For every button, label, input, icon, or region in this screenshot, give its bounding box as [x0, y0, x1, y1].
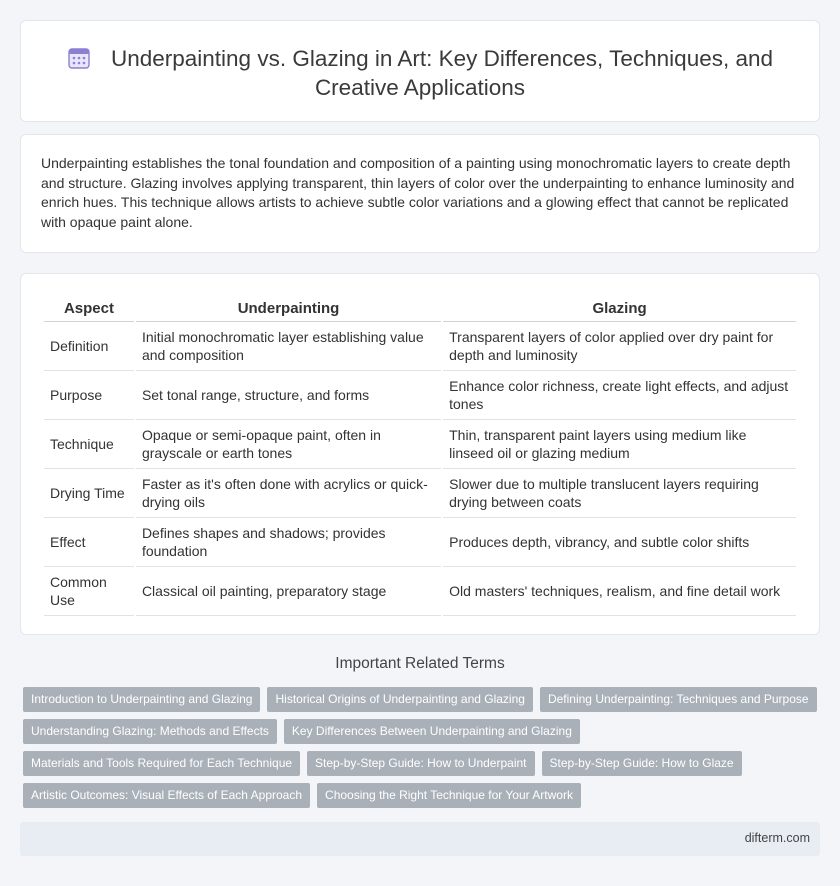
title-line-2: Creative Applications: [314, 75, 526, 100]
tag-row: [23, 719, 823, 744]
header-aspect: Aspect: [44, 295, 134, 322]
cell-aspect: Technique: [44, 420, 134, 469]
table-row: [44, 322, 796, 371]
related-term-tag[interactable]: Artistic Outcomes: Visual Effects of Each Approach: [23, 783, 310, 808]
calendar-icon: [67, 46, 91, 70]
comparison-table: [42, 295, 798, 616]
table-row: [44, 567, 796, 616]
related-term-tag[interactable]: Understanding Glazing: Methods and Effects: [23, 719, 277, 744]
cell-underpainting: Opaque or semi-opaque paint, often in grayscale or earth tones: [136, 420, 441, 469]
related-terms-heading: Important Related Terms: [335, 655, 505, 672]
cell-glazing: Enhance color richness, create light effects, and adjust tones: [443, 371, 796, 420]
intro-card: [20, 134, 820, 253]
related-term-tag[interactable]: Defining Underpainting: Techniques and Purpose: [540, 687, 817, 712]
tag-row: [23, 751, 823, 776]
comparison-table-card: [20, 273, 820, 635]
table-row: [44, 469, 796, 518]
cell-glazing: Slower due to multiple translucent layers requiring drying between coats: [443, 469, 796, 518]
related-term-tag[interactable]: Materials and Tools Required for Each Technique: [23, 751, 300, 776]
tag-row: [23, 783, 823, 808]
cell-underpainting: Faster as it's often done with acrylics or quick-drying oils: [136, 469, 441, 518]
related-term-tag[interactable]: Step-by-Step Guide: How to Glaze: [542, 751, 742, 776]
cell-aspect: Definition: [44, 322, 134, 371]
related-terms-list: [23, 687, 823, 815]
cell-aspect: Purpose: [44, 371, 134, 420]
table-row: [44, 420, 796, 469]
cell-aspect: Common Use: [44, 567, 134, 616]
header-underpainting: Underpainting: [136, 295, 441, 322]
header-glazing: Glazing: [443, 295, 796, 322]
related-term-tag[interactable]: Introduction to Underpainting and Glazing: [23, 687, 260, 712]
table-row: [44, 371, 796, 420]
cell-glazing: Old masters' techniques, realism, and fine detail work: [443, 567, 796, 616]
table-row: [44, 518, 796, 567]
cell-underpainting: Initial monochromatic layer establishing value and composition: [136, 322, 441, 371]
footer-site-link[interactable]: difterm.com: [744, 831, 810, 845]
related-term-tag[interactable]: Key Differences Between Underpainting and Glazing: [284, 719, 580, 744]
cell-glazing: Transparent layers of color applied over dry paint for depth and luminosity: [443, 322, 796, 371]
cell-glazing: Thin, transparent paint layers using medium like linseed oil or glazing medium: [443, 420, 796, 469]
cell-aspect: Effect: [44, 518, 134, 567]
table-header-row: [44, 295, 796, 322]
tag-row: [23, 687, 823, 712]
page-title: [21, 44, 819, 102]
footer: [20, 822, 820, 856]
related-term-tag[interactable]: Step-by-Step Guide: How to Underpaint: [307, 751, 534, 776]
title-line-1: Underpainting vs. Glazing in Art: Key Differences, Techniques, and: [110, 46, 774, 71]
title-card: [20, 20, 820, 122]
related-term-tag[interactable]: Historical Origins of Underpainting and Glazing: [267, 687, 532, 712]
cell-underpainting: Set tonal range, structure, and forms: [136, 371, 441, 420]
cell-underpainting: Classical oil painting, preparatory stage: [136, 567, 441, 616]
related-term-tag[interactable]: Choosing the Right Technique for Your Artwork: [317, 783, 581, 808]
cell-underpainting: Defines shapes and shadows; provides foundation: [136, 518, 441, 567]
intro-text: Underpainting establishes the tonal foundation and composition of a painting using monochromatic layers to create depth and structure. Glazing involves applying transparent, thin layers of color over the underpainting to enhance luminosity and enrich hues. This technique allows artists to achieve subtle color variations and a glowing effect that cannot be replicated with opaque paint alone.: [41, 155, 795, 230]
cell-aspect: Drying Time: [44, 469, 134, 518]
cell-glazing: Produces depth, vibrancy, and subtle color shifts: [443, 518, 796, 567]
